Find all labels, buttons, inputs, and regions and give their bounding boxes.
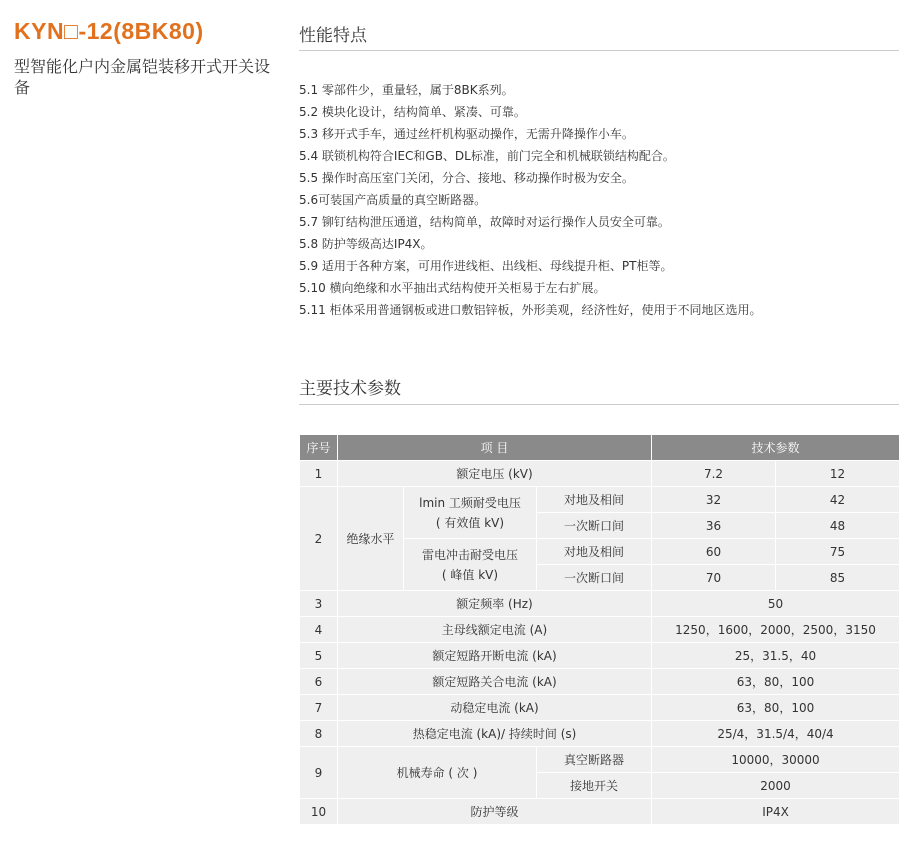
feature-item: 5.2 模块化设计，结构简单、紧凑、可靠。 (299, 105, 526, 119)
row-item: 防护等级 (338, 799, 652, 825)
row-item: 额定短路关合电流 (kA) (338, 669, 652, 695)
row-no: 1 (300, 461, 338, 487)
row-value: 32 (652, 487, 776, 513)
row-item: 主母线额定电流 (A) (338, 617, 652, 643)
header-item: 项 目 (338, 435, 652, 461)
row-value: 10000，30000 (652, 747, 900, 773)
lightning-impulse-name: 雷电冲击耐受电压 (421, 547, 518, 562)
feature-item: 5.6可装国产高质量的真空断路器。 (299, 193, 487, 207)
product-subtitle: 型智能化户内金属铠装移开式开关设备 (14, 57, 271, 97)
row-value: 42 (776, 487, 900, 513)
row-item: 动稳定电流 (kA) (338, 695, 652, 721)
feature-item: 5.5 操作时高压室门关闭，分合、接地、移动操作时极为安全。 (299, 171, 634, 185)
table-row (300, 669, 900, 695)
feature-item: 5.9 适用于各种方案，可用作进线柜、出线柜、母线提升柜、PT柜等。 (299, 259, 673, 273)
table-row (300, 747, 900, 773)
table-row (300, 487, 900, 513)
feature-list (299, 79, 899, 321)
feature-item: 5.4 联锁机构符合IEC和GB、DL标准，前门完全和机械联锁结构配合。 (299, 149, 675, 163)
feature-item: 5.8 防护等级高达IP4X。 (299, 237, 433, 251)
across-gap-label: 一次断口间 (537, 565, 652, 591)
row-value: 60 (652, 539, 776, 565)
vacuum-breaker-label: 真空断路器 (537, 747, 652, 773)
table-row (300, 721, 900, 747)
table-row (300, 461, 900, 487)
power-frequency-name: lmin 工频耐受电压 (419, 495, 521, 510)
row-value: 1250，1600，2000，2500，3150 (652, 617, 900, 643)
row-no: 2 (300, 487, 338, 591)
row-no: 8 (300, 721, 338, 747)
header-param: 技术参数 (652, 435, 900, 461)
earthing-switch-label: 接地开关 (537, 773, 652, 799)
features-heading: 性能特点 (299, 26, 367, 46)
row-value: 48 (776, 513, 900, 539)
table-row (300, 799, 900, 825)
row-item: 额定短路开断电流 (kA) (338, 643, 652, 669)
row-no: 4 (300, 617, 338, 643)
lightning-impulse-unit: ( 峰值 kV) (441, 567, 499, 582)
row-no: 10 (300, 799, 338, 825)
specs-heading: 主要技术参数 (299, 379, 401, 399)
row-item: 额定频率 (Hz) (338, 591, 652, 617)
row-value: 75 (776, 539, 900, 565)
spec-table (299, 434, 900, 825)
row-value: IP4X (652, 799, 900, 825)
row-value: 50 (652, 591, 900, 617)
feature-item: 5.10 横向绝缘和水平抽出式结构使开关柜易于左右扩展。 (299, 281, 606, 295)
product-title: KYN□-12(8BK80) (14, 18, 204, 44)
row-no: 7 (300, 695, 338, 721)
lightning-impulse-label (404, 539, 537, 591)
header-no: 序号 (300, 435, 338, 461)
feature-item: 5.11 柜体采用普通钢板或进口敷铝锌板，外形美观，经济性好，使用于不同地区选用。 (299, 303, 762, 317)
table-row (300, 695, 900, 721)
power-frequency-unit: ( 有效值 kV) (435, 515, 505, 530)
row-value: 2000 (652, 773, 900, 799)
across-gap-label: 一次断口间 (537, 513, 652, 539)
to-ground-label: 对地及相间 (537, 539, 652, 565)
row-no: 5 (300, 643, 338, 669)
row-value: 7.2 (652, 461, 776, 487)
to-ground-label: 对地及相间 (537, 487, 652, 513)
specs-divider (299, 404, 899, 405)
features-divider (299, 50, 899, 51)
row-item: 机械寿命 ( 次 ) (338, 747, 537, 799)
row-value: 85 (776, 565, 900, 591)
feature-item: 5.1 零部件少，重量轻，属于8BK系列。 (299, 83, 514, 97)
table-row (300, 591, 900, 617)
row-item: 热稳定电流 (kA)/ 持续时间 (s) (338, 721, 652, 747)
row-no: 6 (300, 669, 338, 695)
row-value: 63，80，100 (652, 695, 900, 721)
row-value: 63，80，100 (652, 669, 900, 695)
feature-item: 5.3 移开式手车，通过丝杆机构驱动操作，无需升降操作小车。 (299, 127, 634, 141)
insulation-group-label: 绝缘水平 (338, 487, 404, 591)
table-header-row (300, 435, 900, 461)
table-row (300, 643, 900, 669)
row-value: 25，31.5，40 (652, 643, 900, 669)
row-no: 9 (300, 747, 338, 799)
row-value: 70 (652, 565, 776, 591)
feature-item: 5.7 铆钉结构泄压通道，结构简单，故障时对运行操作人员安全可靠。 (299, 215, 670, 229)
row-value: 36 (652, 513, 776, 539)
row-value: 25/4，31.5/4，40/4 (652, 721, 900, 747)
row-no: 3 (300, 591, 338, 617)
row-item: 额定电压 (kV) (338, 461, 652, 487)
row-value: 12 (776, 461, 900, 487)
table-row (300, 617, 900, 643)
power-frequency-label (404, 487, 537, 539)
